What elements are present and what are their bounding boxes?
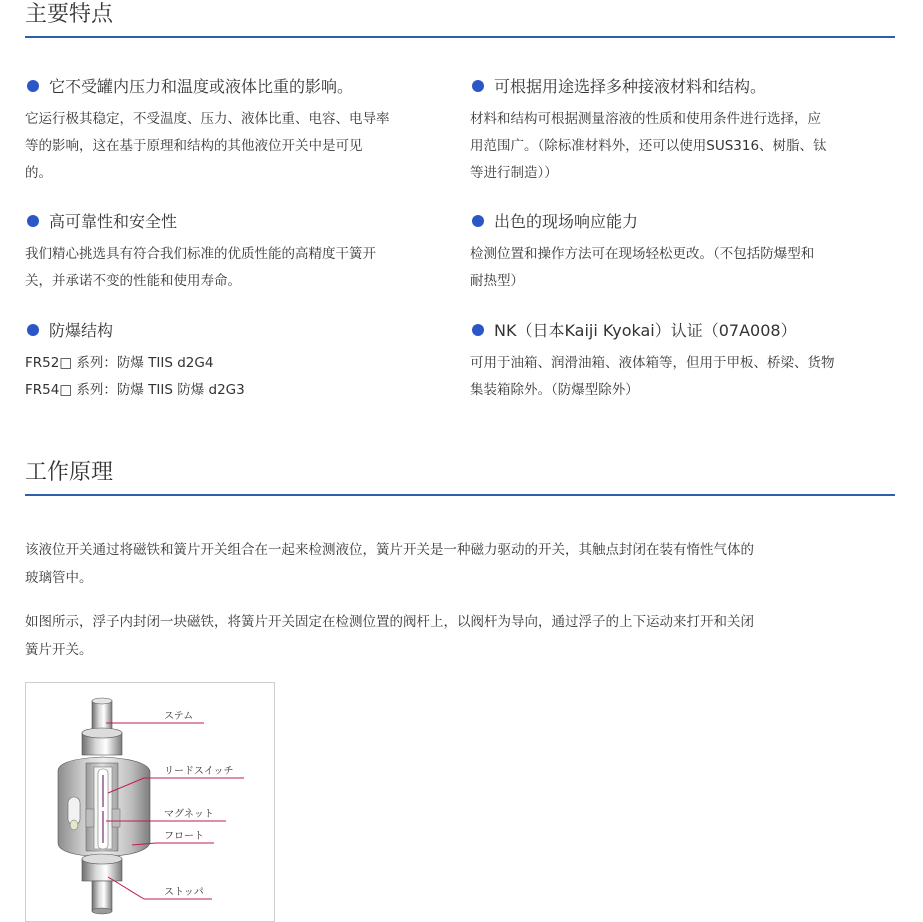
- feature-body-line: 它运行极其稳定，不受温度、压力、液体比重、电容、电导率: [25, 111, 390, 127]
- feature-heading: [25, 320, 450, 342]
- paragraph-line: 如图所示，浮子内封闭一块磁铁，将簧片开关固定在检测位置的阀杆上，以阀杆为导向，通过浮子的上下运动来打开和关闭: [25, 614, 754, 630]
- feature-heading-text: 出色的现场响应能力: [494, 212, 639, 231]
- label-stem: ステム: [164, 711, 194, 722]
- feature-body: [470, 350, 895, 404]
- feature-heading-text: 可根据用途选择多种接液材料和结构。: [494, 77, 767, 96]
- feature-nk-certification: [470, 320, 895, 404]
- feature-body-line: 关，并承诺不变的性能和使用寿命。: [25, 273, 241, 289]
- feature-body-line: 检测位置和操作方法可在现场轻松更改。（不包括防爆型和: [470, 246, 815, 262]
- bullet-icon: [27, 80, 39, 92]
- paragraph-line: 簧片开关。: [25, 642, 93, 658]
- float-switch-diagram: [25, 682, 275, 922]
- feature-explosion-proof: [25, 320, 450, 404]
- feature-body-line: 的。: [25, 165, 52, 181]
- feature-body-line: 耐热型）: [470, 273, 524, 289]
- upper-collar-shape: [82, 728, 122, 755]
- feature-body: [470, 106, 895, 187]
- features-section-title: 主要特点: [25, 0, 895, 38]
- principle-section-title: 工作原理: [25, 458, 895, 496]
- paragraph-line: 玻璃管中。: [25, 570, 93, 586]
- feature-body-line: 等进行制造））: [470, 165, 558, 181]
- bullet-icon: [27, 324, 39, 336]
- feature-heading-text: 高可靠性和安全性: [49, 212, 178, 231]
- feature-heading: [470, 76, 895, 98]
- feature-body-line: 集装箱除外。（防爆型除外）: [470, 382, 639, 398]
- feature-body-line: 等的影响，这在基于原理和结构的其他液位开关中是可见: [25, 138, 363, 154]
- principle-paragraph-2: [25, 608, 895, 664]
- feature-onsite-response: [470, 211, 895, 295]
- feature-body: [25, 241, 450, 295]
- float-switch-illustration: [26, 683, 275, 922]
- bullet-icon: [472, 215, 484, 227]
- feature-heading: [470, 320, 895, 342]
- bullet-icon: [472, 324, 484, 336]
- feature-body-line: 可用于油箱、润滑油箱、液体箱等，但用于甲板、桥梁、货物: [470, 355, 835, 371]
- feature-heading-text: 它不受罐内压力和温度或液体比重的影响。: [49, 77, 354, 96]
- feature-body-line: 用范围广。（除标准材料外，还可以使用SUS316、树脂、钛: [470, 138, 827, 154]
- feature-material-selection: [470, 76, 895, 187]
- feature-heading: [25, 76, 450, 98]
- feature-body-line: 我们精心挑选具有符合我们标准的优质性能的高精度干簧开: [25, 246, 376, 262]
- feature-reliability-safety: [25, 211, 450, 295]
- feature-heading-text: 防爆结构: [49, 321, 114, 340]
- feature-heading: [470, 211, 895, 233]
- feature-body: [25, 106, 450, 187]
- label-magnet: マグネット: [164, 809, 214, 820]
- feature-pressure-independence: [25, 76, 450, 187]
- principle-paragraph-1: [25, 536, 895, 592]
- label-float: フロート: [164, 831, 204, 842]
- paragraph-line: 该液位开关通过将磁铁和簧片开关组合在一起来检测液位，簧片开关是一种磁力驱动的开关，其触点封闭在装有惰性气体的: [25, 542, 754, 558]
- feature-body-line: FR54□ 系列：防爆 TIIS 防爆 d2G3: [25, 382, 245, 398]
- reed-switch-shape: [98, 769, 108, 849]
- feature-heading: [25, 211, 450, 233]
- bullet-icon: [27, 215, 39, 227]
- stopper-shape: [82, 854, 122, 914]
- label-reed-switch: リードスイッチ: [164, 766, 234, 777]
- feature-body: [470, 241, 895, 295]
- feature-heading-text: NK（日本Kaiji Kyokai）认证（07A008）: [494, 321, 797, 340]
- bullet-icon: [472, 80, 484, 92]
- feature-body-line: FR52□ 系列：防爆 TIIS d2G4: [25, 355, 214, 371]
- feature-body: [25, 350, 450, 404]
- feature-body-line: 材料和结构可根据测量溶液的性质和使用条件进行选择，应: [470, 111, 821, 127]
- label-stopper: ストッパ: [164, 887, 204, 898]
